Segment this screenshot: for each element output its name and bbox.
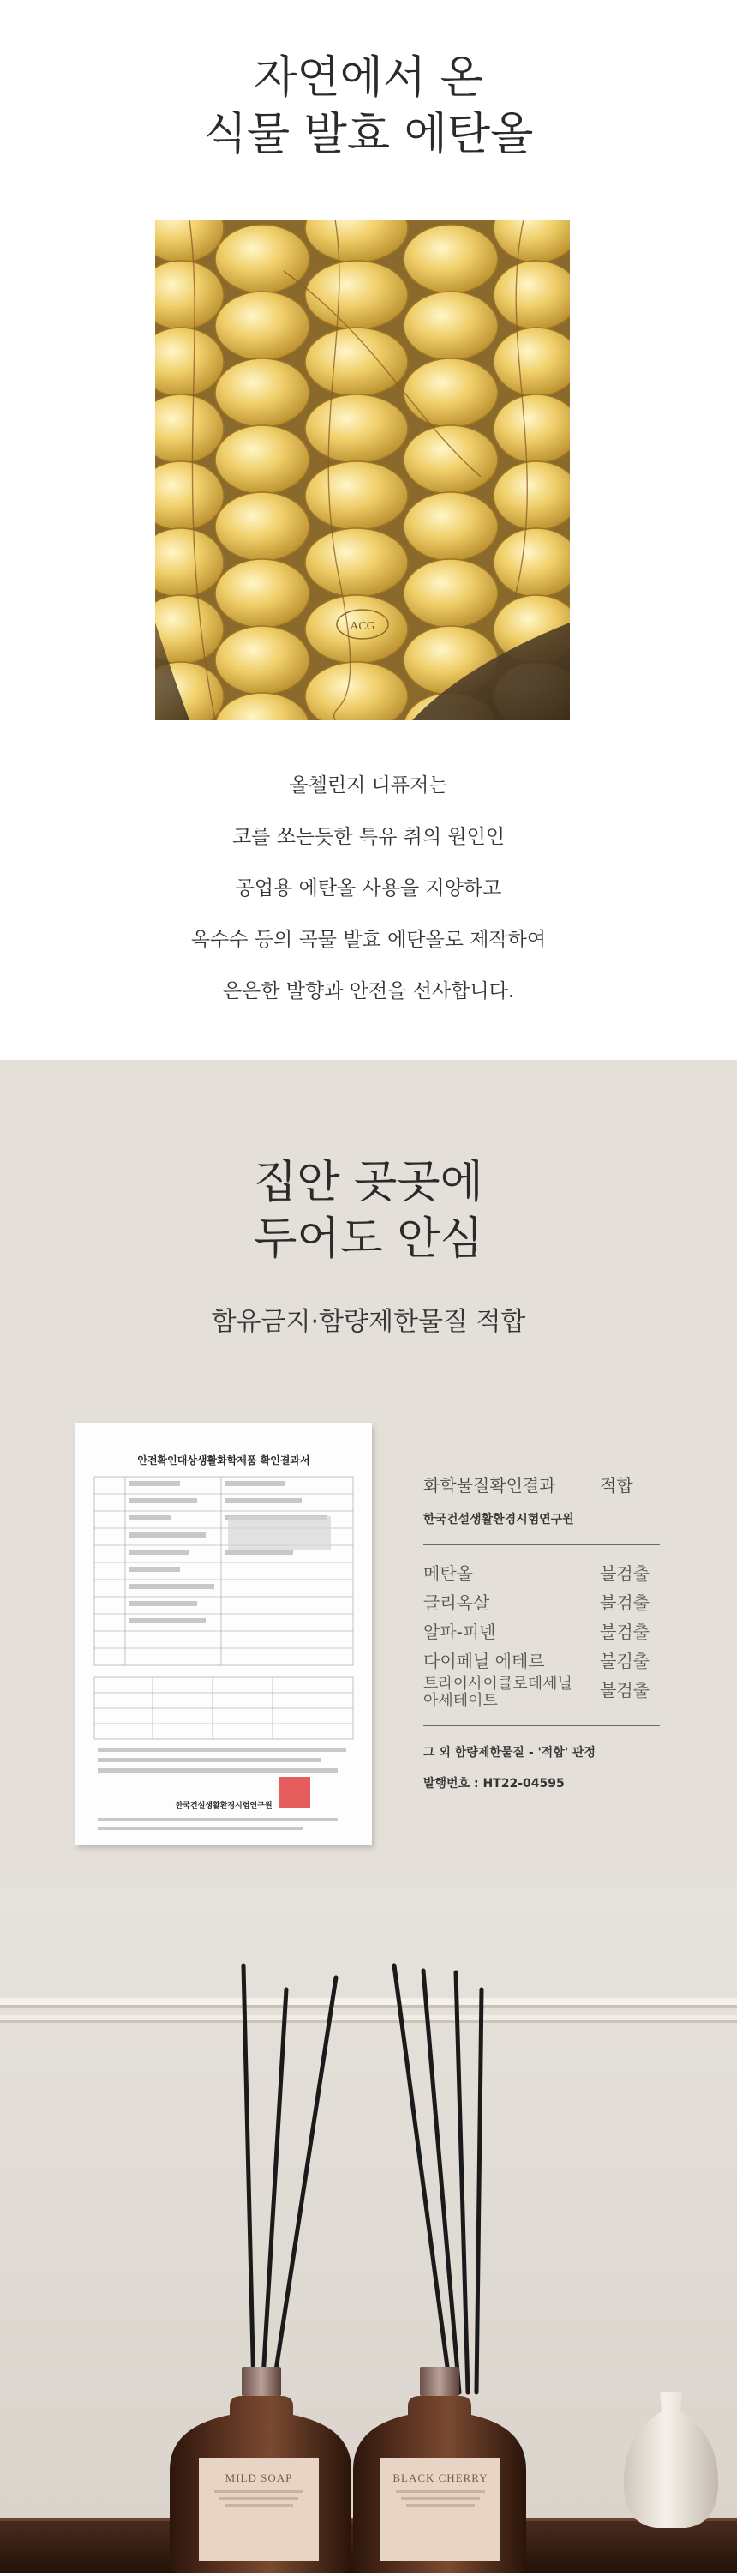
test-result-panel — [423, 1472, 660, 1791]
corn-kernel — [215, 626, 309, 695]
substance-row — [423, 1588, 660, 1617]
corn-illustration — [155, 220, 570, 720]
issue-number: 발행번호 : HT22-04595 — [423, 1777, 565, 1791]
corn-kernel — [404, 292, 498, 360]
substance-result: 불검출 — [600, 1651, 650, 1671]
substance-row — [423, 1617, 660, 1646]
corn-kernel — [215, 425, 309, 494]
corn-kernel — [404, 425, 498, 494]
substance-name: 다이페닐 에테르 — [423, 1651, 545, 1671]
certificate-heading: 안전확인대상생활화학제품 확인결과서 — [137, 1454, 310, 1466]
substance-result: 불검출 — [600, 1592, 650, 1613]
bottle-label-text: MILD SOAP — [225, 2471, 293, 2484]
corn-kernel — [305, 528, 408, 597]
corn-photo — [155, 220, 570, 720]
section1-description — [0, 760, 737, 1017]
substance-row — [423, 1646, 660, 1676]
corn-kernel — [494, 261, 570, 329]
section2-title — [0, 1154, 737, 1267]
certificate-table — [75, 1423, 372, 1845]
substance-name: 메탄올 — [423, 1563, 473, 1584]
corn-kernel — [305, 261, 408, 329]
corn-kernel — [215, 559, 309, 628]
corn-kernel — [494, 394, 570, 463]
corn-kernel — [494, 461, 570, 530]
section2-title-line-1: 집안 곳곳에 — [254, 1157, 483, 1208]
substance-result: 불검출 — [600, 1622, 650, 1642]
substance-result: 불검출 — [600, 1680, 650, 1700]
description-line: 코를 쏘는듯한 특유 취의 원인인 — [231, 826, 506, 848]
section1-title-line-1: 자연에서 온 — [254, 52, 483, 104]
result-value: 적합 — [600, 1475, 633, 1496]
section2-subtitle: 함유금지·함량제한물질 적합 — [211, 1307, 526, 1337]
bottle-label-text: BLACK CHERRY — [392, 2471, 488, 2484]
corn-kernel — [404, 559, 498, 628]
result-institute: 한국건설생활환경시험연구원 — [423, 1513, 574, 1526]
corn-kernel — [404, 225, 498, 293]
corn-kernel — [215, 492, 309, 561]
substance-name: 트라이사이클로데세닐 아세테이트 — [423, 1675, 572, 1710]
substance-row — [423, 1676, 660, 1710]
diffuser-scene — [0, 1887, 737, 2573]
description-line: 공업용 에탄올 사용을 지양하고 — [235, 877, 502, 900]
corn-kernel — [494, 328, 570, 396]
corn-kernel — [215, 358, 309, 427]
corn-kernel — [404, 492, 498, 561]
corn-kernel — [494, 528, 570, 597]
diffuser-photo — [0, 1887, 737, 2573]
substance-row — [423, 1559, 660, 1588]
description-line: 은은한 발향과 안전을 선사합니다. — [222, 980, 515, 1002]
divider — [423, 1544, 660, 1545]
description-line: 올첼린지 디퓨저는 — [289, 774, 448, 797]
result-label: 화학물질확인결과 — [423, 1475, 556, 1496]
corn-kernel — [215, 225, 309, 293]
corn-kernel — [305, 394, 408, 463]
certificate-issuer: 한국건설생활환경시험연구원 — [175, 1802, 273, 1810]
section1-title — [0, 50, 737, 163]
description-line: 옥수수 등의 곡물 발효 에탄올로 제작하여 — [190, 929, 547, 951]
corn-logo-text: ACG — [350, 620, 375, 633]
test-certificate-image — [75, 1423, 372, 1845]
result-note: 그 외 함량제한물질 - '적합' 판정 — [423, 1746, 596, 1760]
corn-kernel — [305, 328, 408, 396]
divider — [423, 1725, 660, 1726]
substance-name: 글리옥살 — [423, 1592, 490, 1613]
corn-kernel — [305, 461, 408, 530]
corn-kernel — [215, 292, 309, 360]
substance-result: 불검출 — [600, 1563, 650, 1584]
section2-title-line-2: 두어도 안심 — [254, 1213, 483, 1265]
substance-name: 알파-피넨 — [423, 1622, 496, 1642]
corn-kernel — [404, 358, 498, 427]
section1-title-line-2: 식물 발효 에탄올 — [203, 109, 534, 160]
